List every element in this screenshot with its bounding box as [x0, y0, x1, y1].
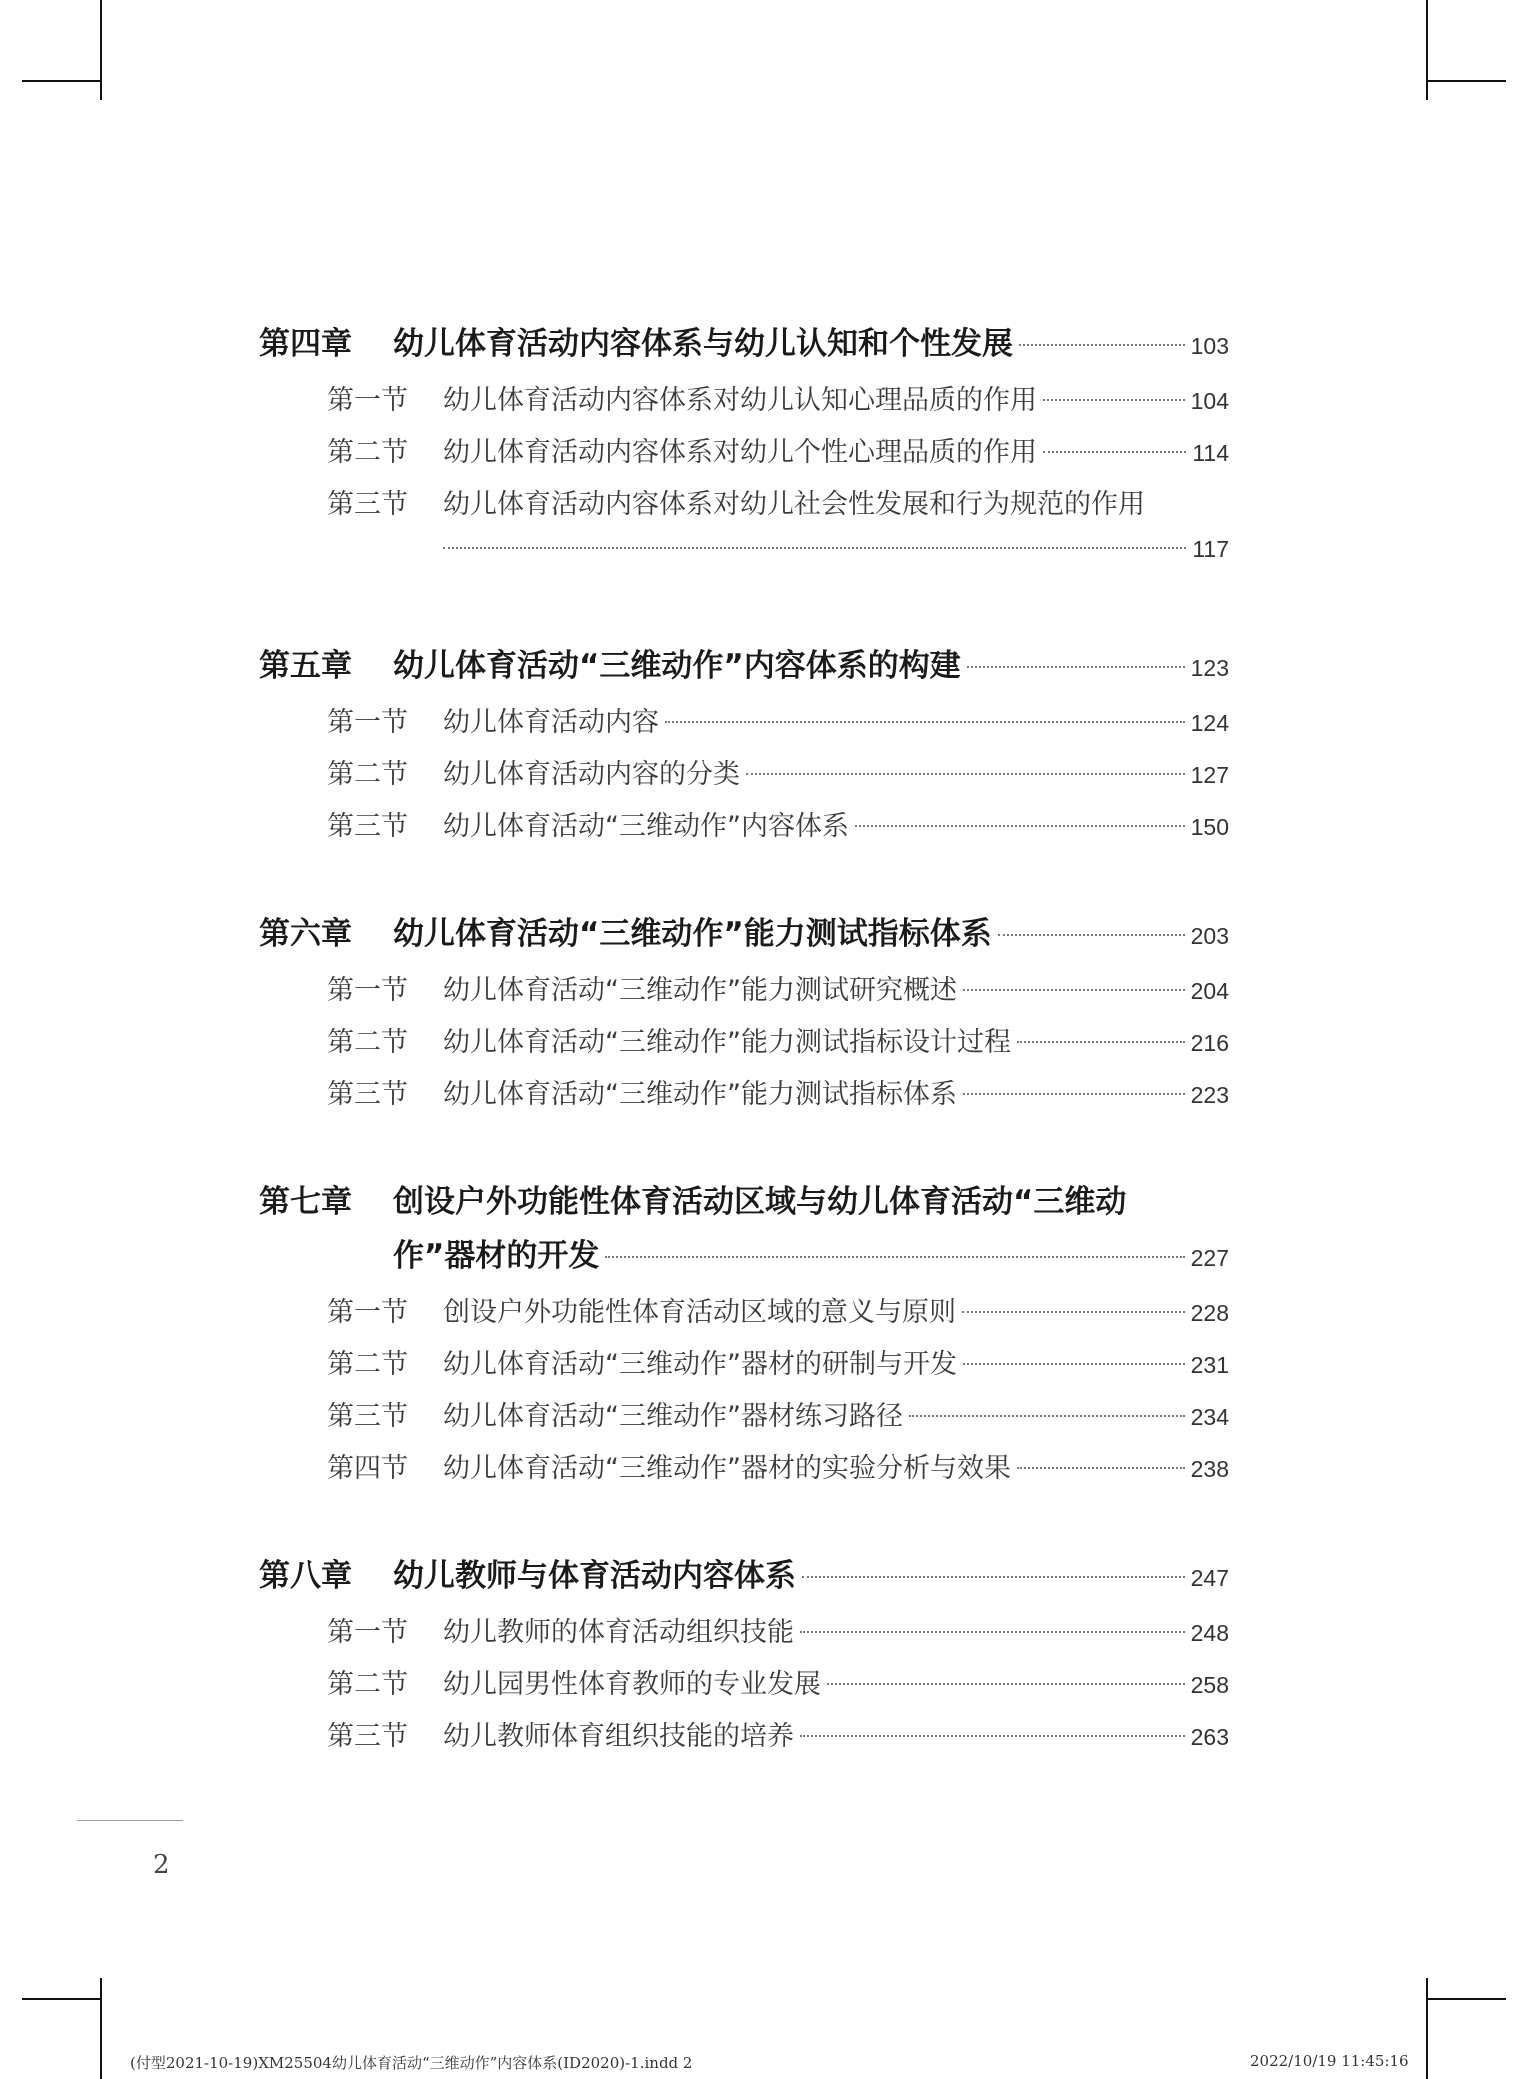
section-title: 幼儿体育活动“三维动作”器材练习路径: [443, 1401, 903, 1432]
section-title: 幼儿体育活动“三维动作”器材的实验分析与效果: [443, 1453, 1011, 1484]
toc-section[interactable]: [327, 1662, 1229, 1701]
section-number: 第三节: [327, 1721, 408, 1752]
leader-dots: [1019, 344, 1185, 346]
toc-chapter-6[interactable]: [259, 908, 1229, 953]
toc-section-continuation[interactable]: [443, 536, 1229, 563]
folio-page-number: 2: [153, 1850, 170, 1880]
chapter-number: 第六章: [259, 916, 352, 952]
leader-dots: [998, 934, 1185, 936]
section-number: 第一节: [327, 707, 408, 738]
section-number: 第三节: [327, 1401, 408, 1432]
section-title: 幼儿体育活动“三维动作”器材的研制与开发: [443, 1349, 957, 1380]
leader-dots: [855, 825, 1185, 827]
section-number: 第三节: [327, 811, 408, 842]
page-number: 247: [1190, 1565, 1229, 1591]
chapter-title-continued: 作”器材的开发: [393, 1238, 600, 1274]
page-number: 150: [1190, 814, 1229, 840]
section-title: 幼儿教师的体育活动组织技能: [443, 1617, 794, 1648]
chapter-title: 幼儿教师与体育活动内容体系: [393, 1558, 796, 1594]
leader-dots: [963, 1363, 1185, 1365]
page-number: 114: [1192, 440, 1229, 466]
slug-timestamp: 2022/10/19 11:45:16: [1250, 2052, 1409, 2070]
page-number: 263: [1190, 1724, 1229, 1750]
section-title: 幼儿体育活动内容体系对幼儿社会性发展和行为规范的作用: [443, 489, 1145, 520]
chapter-title: 幼儿体育活动“三维动作”能力测试指标体系: [393, 916, 992, 952]
chapter-title: 创设户外功能性体育活动区域与幼儿体育活动“三维动: [393, 1184, 1127, 1220]
toc-section[interactable]: [327, 752, 1229, 791]
leader-dots: [802, 1576, 1185, 1578]
toc-section[interactable]: [327, 700, 1229, 739]
toc-section[interactable]: [327, 1446, 1229, 1485]
leader-dots: [1043, 451, 1186, 453]
page-number: 104: [1190, 388, 1229, 414]
section-number: 第一节: [327, 385, 408, 416]
page-number: 127: [1190, 762, 1229, 788]
leader-dots: [665, 721, 1185, 723]
page-number: 231: [1190, 1352, 1229, 1378]
leader-dots: [1017, 1467, 1185, 1469]
toc-section[interactable]: [327, 1342, 1229, 1381]
page-number: 238: [1190, 1456, 1229, 1482]
toc-section[interactable]: [327, 1290, 1229, 1329]
section-title: 幼儿体育活动“三维动作”能力测试指标设计过程: [443, 1027, 1011, 1058]
page-number: 216: [1190, 1030, 1229, 1056]
page-number: 117: [1192, 536, 1229, 562]
chapter-number: 第七章: [259, 1184, 352, 1220]
leader-dots: [909, 1415, 1185, 1417]
toc-chapter-5[interactable]: [259, 640, 1229, 685]
chapter-number: 第四章: [259, 326, 352, 362]
section-number: 第二节: [327, 1027, 408, 1058]
section-title: 幼儿体育活动内容: [443, 707, 659, 738]
footer-rule: [77, 1820, 183, 1821]
leader-dots: [800, 1631, 1185, 1633]
page-number: 234: [1190, 1404, 1229, 1430]
section-number: 第四节: [327, 1453, 408, 1484]
section-number: 第二节: [327, 1669, 408, 1700]
toc-section[interactable]: [327, 1714, 1229, 1753]
leader-dots: [800, 1735, 1185, 1737]
section-title: 幼儿体育活动“三维动作”能力测试研究概述: [443, 975, 957, 1006]
chapter-number: 第八章: [259, 1558, 352, 1594]
toc-section[interactable]: [327, 482, 1229, 521]
leader-dots: [967, 666, 1185, 668]
toc-section[interactable]: [327, 1610, 1229, 1649]
leader-dots: [443, 547, 1186, 549]
section-number: 第二节: [327, 1349, 408, 1380]
section-title: 幼儿体育活动内容体系对幼儿个性心理品质的作用: [443, 437, 1037, 468]
page-number: 223: [1190, 1082, 1229, 1108]
section-title: 幼儿教师体育组织技能的培养: [443, 1721, 794, 1752]
chapter-title: 幼儿体育活动内容体系与幼儿认知和个性发展: [393, 326, 1013, 362]
section-number: 第三节: [327, 489, 408, 520]
toc-chapter-7[interactable]: [259, 1176, 1229, 1221]
toc-section[interactable]: [327, 430, 1229, 469]
page-number: 203: [1190, 923, 1229, 949]
leader-dots: [963, 1093, 1185, 1095]
page-number: 228: [1190, 1300, 1229, 1326]
section-title: 幼儿体育活动“三维动作”内容体系: [443, 811, 849, 842]
page-number: 204: [1190, 978, 1229, 1004]
section-number: 第二节: [327, 759, 408, 790]
page-number: 103: [1190, 333, 1229, 359]
toc-chapter-8[interactable]: [259, 1550, 1229, 1595]
section-number: 第二节: [327, 437, 408, 468]
leader-dots: [746, 773, 1185, 775]
section-number: 第一节: [327, 975, 408, 1006]
toc-section[interactable]: [327, 1072, 1229, 1111]
page-number: 123: [1190, 655, 1229, 681]
section-number: 第三节: [327, 1079, 408, 1110]
leader-dots: [962, 1311, 1185, 1313]
leader-dots: [963, 989, 1185, 991]
toc-section[interactable]: [327, 378, 1229, 417]
toc-section[interactable]: [327, 1020, 1229, 1059]
leader-dots: [1017, 1041, 1185, 1043]
slug-file-info: (付型2021-10-19)XM25504幼儿体育活动“三维动作”内容体系(ID2020)-1.indd 2: [130, 2054, 693, 2072]
leader-dots: [1043, 399, 1185, 401]
leader-dots: [827, 1683, 1185, 1685]
section-title: 幼儿园男性体育教师的专业发展: [443, 1669, 821, 1700]
section-number: 第一节: [327, 1617, 408, 1648]
section-number: 第一节: [327, 1297, 408, 1328]
toc-chapter-7-continuation[interactable]: [393, 1230, 1229, 1275]
chapter-title: 幼儿体育活动“三维动作”内容体系的构建: [393, 648, 961, 684]
page-number: 124: [1190, 710, 1229, 736]
toc-section[interactable]: [327, 968, 1229, 1007]
section-title: 幼儿体育活动“三维动作”能力测试指标体系: [443, 1079, 957, 1110]
chapter-number: 第五章: [259, 648, 352, 684]
page-number: 258: [1190, 1672, 1229, 1698]
page-number: 227: [1190, 1245, 1229, 1271]
page-number: 248: [1190, 1620, 1229, 1646]
section-title: 创设户外功能性体育活动区域的意义与原则: [443, 1297, 956, 1328]
toc-section[interactable]: [327, 804, 1229, 843]
toc-chapter-4[interactable]: [259, 318, 1229, 363]
section-title: 幼儿体育活动内容体系对幼儿认知心理品质的作用: [443, 385, 1037, 416]
section-title: 幼儿体育活动内容的分类: [443, 759, 740, 790]
leader-dots: [605, 1256, 1184, 1258]
toc-section[interactable]: [327, 1394, 1229, 1433]
